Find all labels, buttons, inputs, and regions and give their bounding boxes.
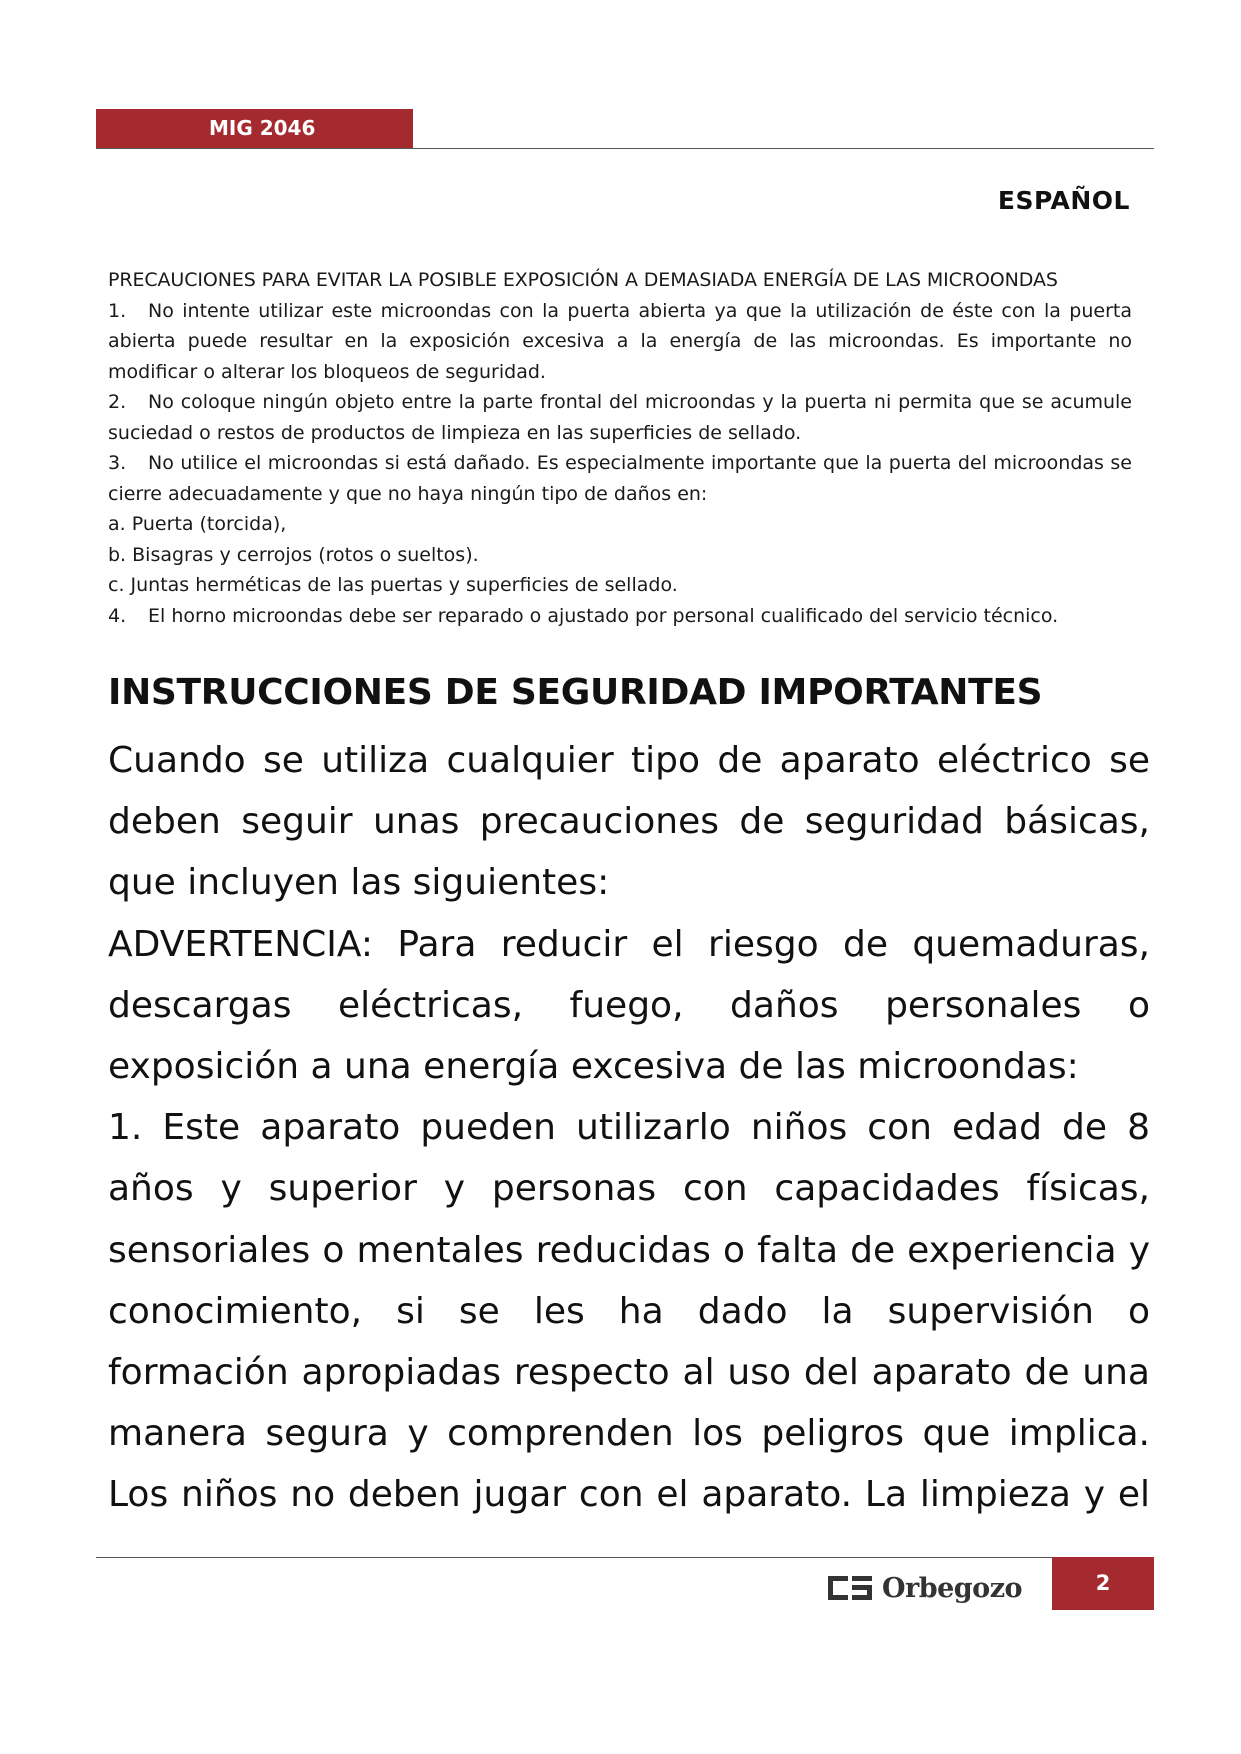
footer-divider (96, 1557, 1052, 1558)
safety-body (108, 730, 1150, 1526)
precaution-subitem-c: c. Juntas herméticas de las puertas y superficies de sellado. (108, 574, 678, 596)
precaution-item-4 (108, 601, 1132, 632)
safety-point-1: 1. Este aparato pueden utilizarlo niños con edad de 8 años y superior y personas con capacidades físicas, sensoriales o mentales reducidas o falta de experiencia y conocimiento, si se les ha dado la supervisión o formación apropiadas respecto al uso del aparato de una manera segura y comprenden los peligros que implica. Los niños no deben jugar con el aparato. La limpieza y el (108, 1107, 1150, 1516)
item-number: 4. (108, 604, 127, 627)
safety-warning: ADVERTENCIA: Para reducir el riesgo de quemaduras, descargas eléctricas, fuego, daños personales o exposición a una energía excesiva de las microondas: (108, 923, 1150, 1088)
language-label: ESPAÑOL (997, 186, 1130, 215)
item-text: El horno microondas debe ser reparado o ajustado por personal cualificado del servicio técnico. (148, 604, 1059, 627)
item-number: 3. (108, 452, 127, 474)
precautions-section (108, 265, 1132, 631)
safety-intro: Cuando se utiliza cualquier tipo de aparato eléctrico se deben seguir unas precauciones de seguridad básicas, que incluyen las siguientes: (108, 740, 1150, 904)
precautions-title: PRECAUCIONES PARA EVITAR LA POSIBLE EXPOSICIÓN A DEMASIADA ENERGÍA DE LAS MICROONDAS (108, 269, 1058, 291)
precaution-subitem-a: a. Puerta (torcida), (108, 513, 287, 535)
item-number: 1. (108, 299, 127, 322)
header-divider (96, 148, 1154, 149)
brand-logo (828, 1568, 1022, 1608)
brand-mark-icon (828, 1576, 872, 1600)
precaution-item-3 (108, 448, 1132, 509)
page-number-box (1052, 1557, 1154, 1610)
model-label: MIG 2046 (209, 116, 316, 140)
model-tab (96, 109, 413, 148)
item-number: 2. (108, 391, 127, 413)
item-text: No coloque ningún objeto entre la parte frontal del microondas y la puerta ni permita que se acumule suciedad o restos de productos de limpieza en las superficies de sellado. (108, 391, 1132, 444)
precaution-subitem-b: b. Bisagras y cerrojos (rotos o sueltos). (108, 543, 479, 566)
precaution-item-1 (108, 296, 1132, 388)
item-text: No utilice el microondas si está dañado. Es especialmente importante que la puerta del microondas se cierre adecuadamente y que no haya ningún tipo de daños en: (108, 452, 1132, 505)
precaution-item-2 (108, 387, 1132, 448)
brand-name: Orbegozo (882, 1572, 1023, 1604)
safety-title: INSTRUCCIONES DE SEGURIDAD IMPORTANTES (108, 672, 1043, 713)
item-text: No intente utilizar este microondas con la puerta abierta ya que la utilización de éste con la puerta abierta puede resultar en la exposición excesiva a la energía de las microondas. Es importante no modificar o alterar los bloqueos de seguridad. (108, 299, 1132, 383)
page-number: 2 (1095, 1571, 1111, 1595)
